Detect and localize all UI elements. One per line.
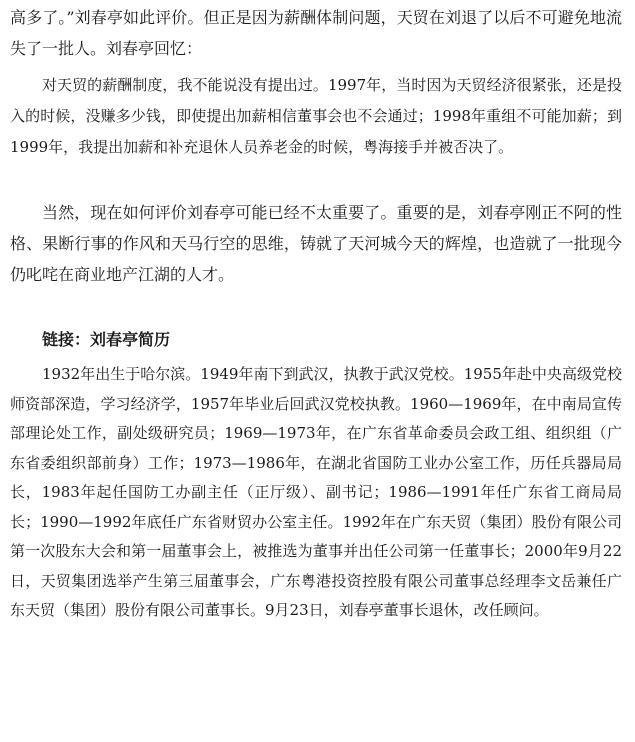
paragraph-conclusion: 当然，现在如何评价刘春亭可能已经不太重要了。重要的是，刘春亭刚正不阿的性格、果断行事的作风和天马行空的思维，铸就了天河城今天的辉煌，也造就了一批现今仍叱咤在商业地产江湖的人才。: [10, 203, 622, 284]
biography-paragraph: 1932年出生于哈尔滨。1949年南下到武汉，执教于武汉党校。1955年赴中央高级党校师资部深造，学习经济学，1957年毕业后回武汉党校执教。1960—1969年，在中南局宣传部理论处工作，副处级研究员；1969—1973年，在广东省革命委员会政工组、组织组（广东省委组织部前身）工作；1973—1986年，在湖北省国防工业办公室工作，历任兵器局局长，1983年起任国防工办副主任（正厅级）、副书记；1986—1991年任广东省工商局局长；1990—1992年底任广东省财贸办公室主任。1992年在广东天贸（集团）股份有限公司第一次股东大会和第一届董事会上，被推选为董事并出任公司第一任董事长；2000年9月22日，天贸集团选举产生第三届董事会，广东粤港投资控股有限公司董事总经理李文岳兼任广东天贸（集团）股份有限公司董事长。9月23日，刘春亭董事长退休，改任顾问。: [10, 365, 622, 619]
link-heading: 链接：刘春亭简历: [42, 330, 171, 349]
paragraph-intro: 高多了。”刘春亭如此评价。但正是因为薪酬体制问题，天贸在刘退了以后不可避免地流失了一批人。刘春亭回忆：: [10, 8, 622, 58]
quote-paragraph: 对天贸的薪酬制度，我不能说没有提出过。1997年，当时因为天贸经济很紧张，还是投入的时候，没赚多少钱，即使提出加薪相信董事会也不会通过；1998年重组不可能加薪；到1999年，我提出加薪和补充退休人员养老金的时候，粤海接手并被否决了。: [10, 76, 622, 156]
